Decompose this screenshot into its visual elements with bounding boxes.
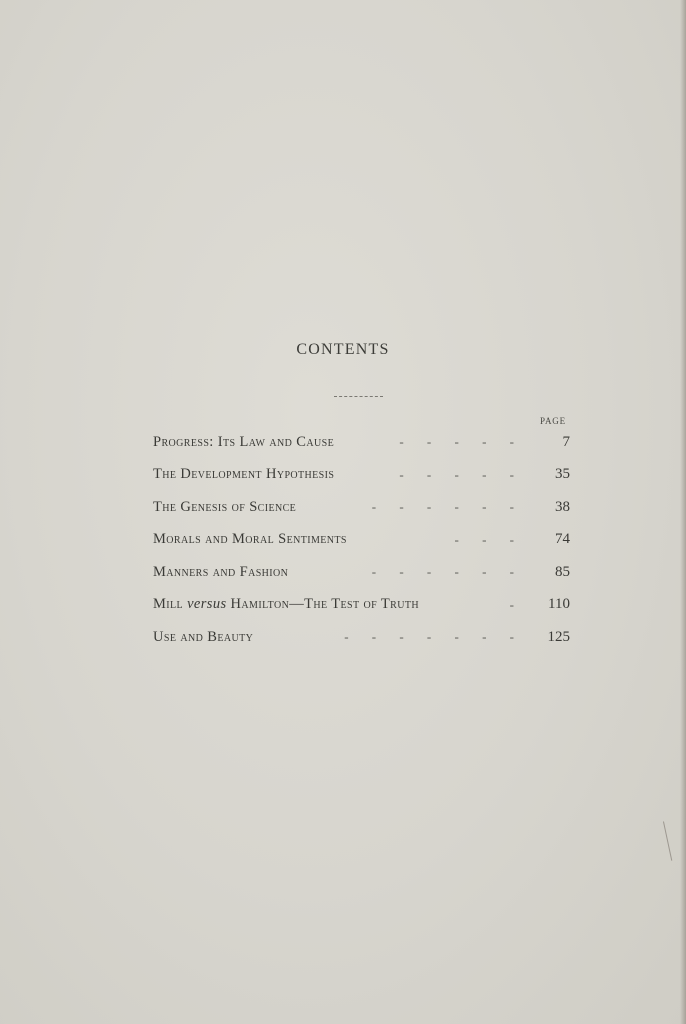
dot-leader: - - - - - -	[371, 499, 524, 515]
toc-entry-title: Progress: Its Law and Cause	[153, 433, 335, 450]
toc-entry	[153, 491, 570, 524]
page-column-heading: PAGE	[540, 416, 566, 426]
toc-entry	[153, 589, 570, 622]
page-edge-shadow	[680, 0, 686, 1024]
title-divider	[334, 396, 383, 397]
toc-entry	[153, 621, 570, 654]
toc-entry-title: Morals and Moral Sentiments	[153, 531, 347, 548]
toc-entry	[153, 556, 570, 589]
dot-leader: - - -	[454, 531, 524, 547]
dot-leader: - - - - - - -	[344, 629, 524, 645]
toc-entry-page: 38	[555, 498, 570, 515]
table-of-contents	[153, 426, 570, 654]
toc-entry-page: 7	[562, 433, 570, 450]
dot-leader: - - - - - -	[371, 564, 524, 580]
contents-title: CONTENTS	[296, 341, 390, 358]
toc-entry	[153, 524, 570, 557]
toc-entry-page: 110	[548, 596, 570, 613]
toc-entry-title: Manners and Fashion	[153, 563, 289, 580]
toc-entry-page: 85	[555, 563, 570, 580]
dot-leader: - - - - -	[399, 466, 524, 482]
toc-entry-title: Mill versus Hamilton—The Test of Truth	[153, 596, 419, 613]
toc-entry-title: Use and Beauty	[153, 628, 254, 645]
toc-entry	[153, 459, 570, 492]
dot-leader: -	[509, 596, 524, 612]
toc-entry-title: The Development Hypothesis	[153, 466, 335, 483]
dot-leader: - - - - -	[399, 434, 524, 450]
toc-entry	[153, 426, 570, 459]
toc-entry-page: 74	[555, 531, 570, 548]
toc-entry-page: 125	[547, 628, 570, 645]
toc-entry-page: 35	[555, 466, 570, 483]
toc-entry-title: The Genesis of Science	[153, 498, 297, 515]
